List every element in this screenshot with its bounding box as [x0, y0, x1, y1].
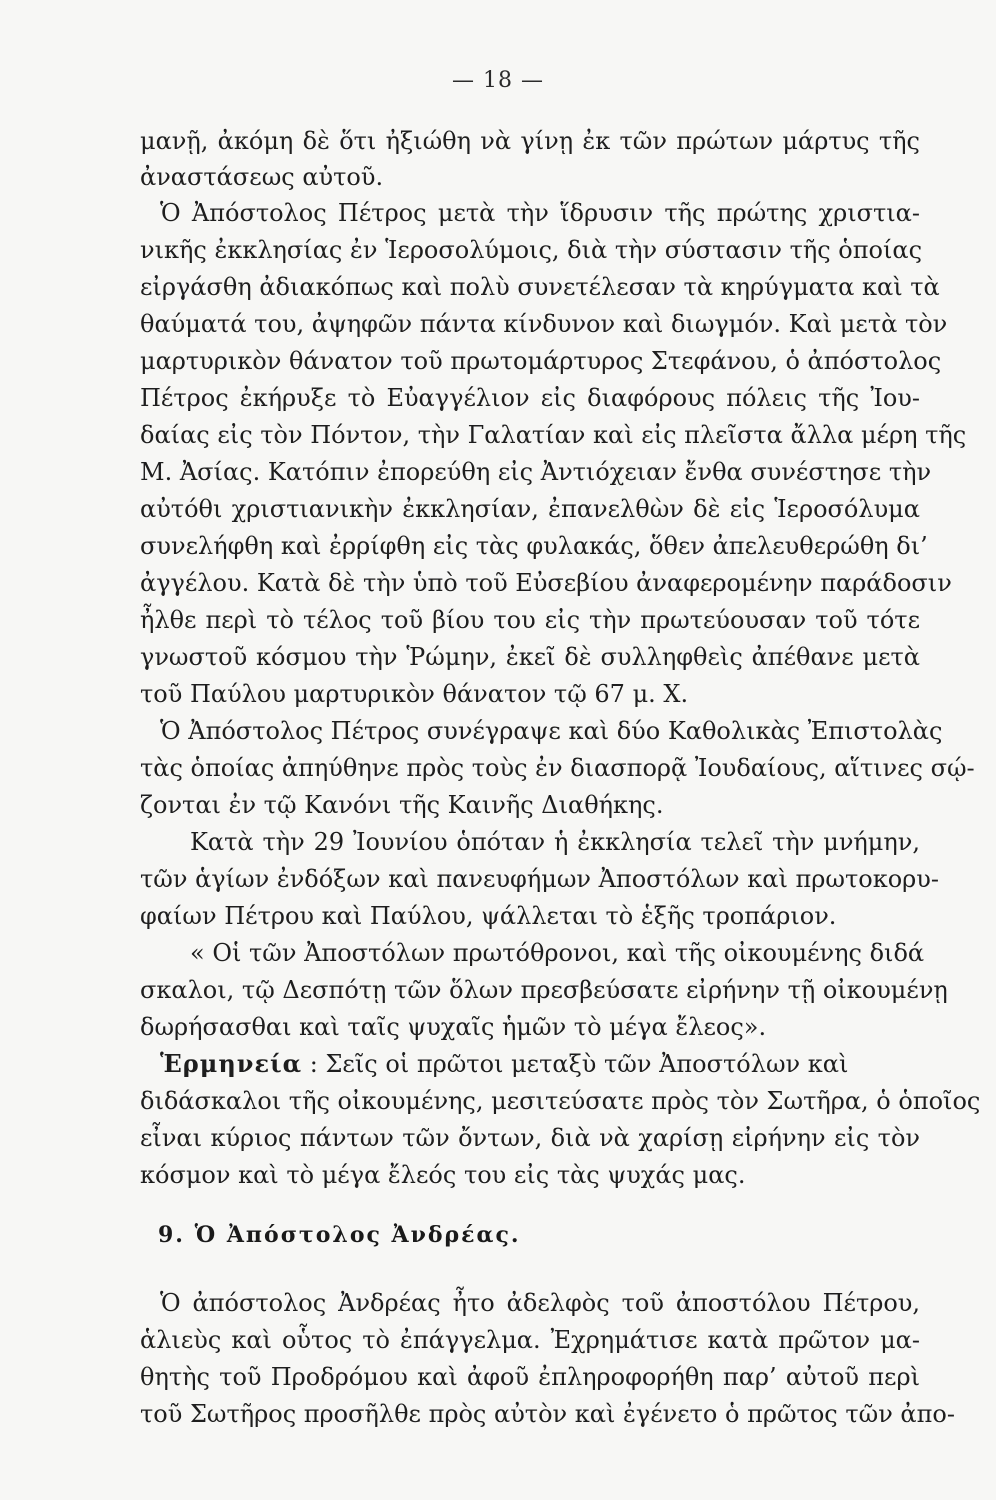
text-line: ἀγγέλου. Κατὰ δὲ τὴν ὑπὸ τοῦ Εὐσεβίου ἀναφερομένην παράδοσιν — [140, 569, 952, 597]
text-line: διδάσκαλοι τῆς οἰκουμένης, μεσιτεύσατε πρὸς τὸν Σωτῆρα, ὁ ὁποῖος — [140, 1087, 981, 1115]
text-line: αὐτόθι χριστιανικὴν ἐκκλησίαν, ἐπανελθὼν δὲ εἰς Ἱεροσόλυμα — [140, 495, 920, 523]
text-line: συνελήφθη καὶ ἐρρίφθη εἰς τὰς φυλακάς, ὅθεν ἀπελευθερώθη δι’ — [140, 532, 928, 560]
troparion-line: δωρήσασθαι καὶ ταῖς ψυχαῖς ἡμῶν τὸ μέγα ἔλεος». — [140, 1013, 767, 1041]
text-line: μανῇ, ἀκόμη δὲ ὅτι ἠξιώθη νὰ γίνῃ ἐκ τῶν πρώτων μάρτυς τῆς — [140, 127, 920, 155]
section-heading: 9. Ὁ Ἀπόστολος Ἀνδρέας. — [158, 1222, 521, 1248]
text-line: μαρτυρικὸν θάνατον τοῦ πρωτομάρτυρος Στεφάνου, ὁ ἀπόστολος — [140, 347, 942, 375]
paragraph-start: Ὁ Ἀπόστολος Πέτρος μετὰ τὴν ἵδρυσιν τῆς πρώτης χριστια- — [160, 199, 920, 227]
text-line: Μ. Ἀσίας. Κατόπιν ἐπορεύθη εἰς Ἀντιόχειαν ἔνθα συνέστησε τὴν — [140, 458, 932, 486]
text-line: φαίων Πέτρου καὶ Παύλου, ψάλλεται τὸ ἑξῆς τροπάριον. — [140, 902, 837, 930]
paragraph-start: Ὁ ἀπόστολος Ἀνδρέας ἦτο ἀδελφὸς τοῦ ἀποστόλου Πέτρου, — [160, 1289, 920, 1317]
text-line: γνωστοῦ κόσμου τὴν Ῥώμην, ἐκεῖ δὲ συλληφθεὶς ἀπέθανε μετὰ — [140, 643, 920, 671]
interpretation-text: : Σεῖς οἱ πρῶτοι μεταξὺ τῶν Ἀποστόλων καὶ — [309, 1050, 849, 1078]
text-line: ζονται ἐν τῷ Κανόνι τῆς Καινῆς Διαθήκης. — [140, 791, 664, 819]
text-line: θαύματά του, ἀψηφῶν πάντα κίνδυνον καὶ διωγμόν. Καὶ μετὰ τὸν — [140, 310, 948, 338]
paragraph-start: Ὁ Ἀπόστολος Πέτρος συνέγραψε καὶ δύο Καθολικὰς Ἐπιστολὰς — [160, 717, 943, 745]
text-line: Πέτρος ἐκήρυξε τὸ Εὐαγγέλιον εἰς διαφόρους πόλεις τῆς Ἰου- — [140, 384, 920, 412]
interpretation-label: Ἑρμηνεία — [160, 1049, 303, 1078]
text-line: τὰς ὁποίας ἀπηύθηνε πρὸς τοὺς ἐν διασπορᾷ Ἰουδαίους, αἵτινες σῴ- — [140, 754, 975, 782]
text-line: θητὴς τοῦ Προδρόμου καὶ ἀφοῦ ἐπληροφορήθη παρ’ αὐτοῦ περὶ — [140, 1363, 920, 1391]
text-line: εἰργάσθη ἀδιακόπως καὶ πολὺ συνετέλεσαν τὰ κηρύγματα καὶ τὰ — [140, 273, 940, 301]
text-line: ἀναστάσεως αὐτοῦ. — [140, 163, 384, 191]
troparion-line: σκαλοι, τῷ Δεσπότῃ τῶν ὅλων πρεσβεύσατε εἰρήνην τῇ οἰκουμένῃ — [140, 976, 948, 1004]
interpretation-line — [160, 1047, 920, 1081]
text-line: δαίας εἰς τὸν Πόντον, τὴν Γαλατίαν καὶ εἰς πλεῖστα ἄλλα μέρη τῆς — [140, 421, 967, 449]
text-line: τῶν ἁγίων ἐνδόξων καὶ πανευφήμων Ἀποστόλων καὶ πρωτοκορυ- — [140, 865, 939, 893]
text-line: τοῦ Παύλου μαρτυρικὸν θάνατον τῷ 67 μ. Χ. — [140, 680, 689, 708]
paragraph-start: Κατὰ τὴν 29 Ἰουνίου ὁπόταν ἡ ἐκκλησία τελεῖ τὴν μνήμην, — [190, 828, 920, 856]
page-number: — 18 — — [452, 68, 544, 93]
text-line: νικῆς ἐκκλησίας ἐν Ἱεροσολύμοις, διὰ τὴν σύστασιν τῆς ὁποίας — [140, 236, 923, 264]
text-line: εἶναι κύριος πάντων τῶν ὄντων, διὰ νὰ χαρίσῃ εἰρήνην εἰς τὸν — [140, 1124, 920, 1152]
text-line: ἦλθε περὶ τὸ τέλος τοῦ βίου του εἰς τὴν πρωτεύουσαν τοῦ τότε — [140, 606, 920, 634]
text-line: ἁλιεὺς καὶ οὗτος τὸ ἐπάγγελμα. Ἐχρημάτισε κατὰ πρῶτον μα- — [140, 1326, 920, 1354]
text-line: τοῦ Σωτῆρος προσῆλθε πρὸς αὐτὸν καὶ ἐγένετο ὁ πρῶτος τῶν ἀπο- — [140, 1400, 955, 1428]
troparion-start: « Οἱ τῶν Ἀποστόλων πρωτόθρονοι, καὶ τῆς οἰκουμένης διδά — [190, 939, 925, 967]
text-line: κόσμον καὶ τὸ μέγα ἔλεός του εἰς τὰς ψυχάς μας. — [140, 1161, 746, 1189]
